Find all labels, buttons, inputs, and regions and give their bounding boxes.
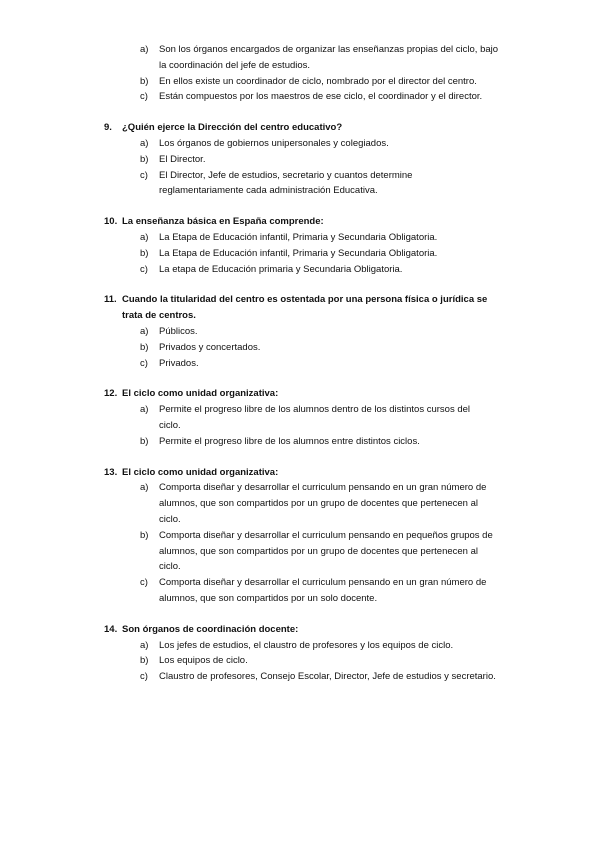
option-text-line: Los equipos de ciclo.	[159, 655, 248, 667]
question-text-line: Cuando la titularidad del centro es ostentada por una persona física o jurídica se	[122, 294, 488, 306]
option-letter: a)	[140, 138, 149, 149]
option-letter: b)	[140, 529, 149, 541]
option-letter: b)	[140, 247, 149, 259]
option-letter: a)	[140, 44, 149, 55]
option-text-line: alumnos, que son compartidos por un grupo de docentes que pertenecen al	[159, 498, 478, 510]
question-text-line: Son órganos de coordinación docente:	[122, 623, 299, 635]
option-letter: a)	[140, 482, 149, 494]
option-letter: c)	[140, 357, 148, 369]
option-text-line: reglamentariamente cada administración Educativa.	[159, 185, 378, 197]
option-text-line: Comporta diseñar y desarrollar el curriculum pensando en un gran número de	[159, 577, 487, 589]
option-letter: b)	[140, 341, 149, 353]
question-number: 11.	[104, 294, 117, 306]
option-text-line: Privados y concertados.	[159, 341, 261, 353]
question-number: 9.	[104, 122, 112, 134]
option-letter: a)	[140, 404, 149, 416]
question-text-line: El ciclo como unidad organizativa:	[122, 466, 279, 478]
option-text-line: ciclo.	[159, 561, 181, 573]
option-text-line: La etapa de Educación primaria y Secundaria Obligatoria.	[159, 263, 403, 275]
option-letter: c)	[140, 671, 148, 683]
option-text-line: Privados.	[159, 357, 199, 369]
option-text-line: Los órganos de gobiernos unipersonales y colegiados.	[159, 138, 389, 149]
option-text-line: Comporta diseñar y desarrollar el curriculum pensando en pequeños grupos de	[159, 529, 493, 541]
option-text-line: Comporta diseñar y desarrollar el curriculum pensando en un gran número de	[159, 482, 487, 494]
question-text-line: La enseñanza básica en España comprende:	[122, 216, 324, 228]
option-letter: b)	[140, 655, 149, 667]
option-text-line: La Etapa de Educación infantil, Primaria y Secundaria Obligatoria.	[159, 232, 438, 243]
question-number: 10.	[104, 216, 118, 228]
option-text-line: El Director.	[159, 153, 206, 165]
option-text-line: Están compuestos por los maestros de ese ciclo, el coordinador y el director.	[159, 91, 483, 103]
option-letter: c)	[140, 263, 148, 275]
option-letter: c)	[140, 91, 148, 103]
option-letter: a)	[140, 232, 149, 243]
question-text-line: ¿Quién ejerce la Dirección del centro educativo?	[122, 122, 343, 134]
option-letter: b)	[140, 75, 149, 87]
option-text-line: la coordinación del jefe de estudios.	[159, 59, 311, 71]
option-letter: c)	[140, 169, 148, 181]
option-text-line: alumnos, que son compartidos por un grupo de docentes que pertenecen al	[159, 545, 478, 557]
option-letter: b)	[140, 153, 149, 165]
question-number: 13.	[104, 466, 118, 478]
option-text-line: ciclo.	[159, 513, 181, 525]
option-text-line: El Director, Jefe de estudios, secretario y cuantos determine	[159, 169, 413, 181]
option-letter: c)	[140, 577, 148, 589]
option-letter: b)	[140, 435, 149, 447]
option-letter: a)	[140, 326, 149, 337]
question-number: 12.	[104, 388, 118, 400]
option-text-line: Claustro de profesores, Consejo Escolar, Director, Jefe de estudios y secretario.	[159, 671, 496, 683]
option-text-line: Públicos.	[159, 326, 198, 337]
option-letter: a)	[140, 639, 149, 651]
question-text-line: trata de centros.	[122, 310, 196, 322]
option-text-line: En ellos existe un coordinador de ciclo, nombrado por el director del centro.	[159, 75, 477, 87]
option-text-line: ciclo.	[159, 419, 181, 431]
option-text-line: Los jefes de estudios, el claustro de profesores y los equipos de ciclo.	[159, 639, 454, 651]
question-number: 14.	[104, 623, 118, 635]
option-text-line: Permite el progreso libre de los alumnos entre distintos ciclos.	[159, 435, 420, 447]
option-text-line: alumnos, que son compartidos por un solo docente.	[159, 592, 378, 604]
option-text-line: La Etapa de Educación infantil, Primaria y Secundaria Obligatoria.	[159, 247, 438, 259]
option-text-line: Permite el progreso libre de los alumnos dentro de los distintos cursos del	[159, 404, 471, 416]
option-text-line: Son los órganos encargados de organizar las enseñanzas propias del ciclo, bajo	[159, 44, 499, 55]
question-text-line: El ciclo como unidad organizativa:	[122, 388, 279, 400]
